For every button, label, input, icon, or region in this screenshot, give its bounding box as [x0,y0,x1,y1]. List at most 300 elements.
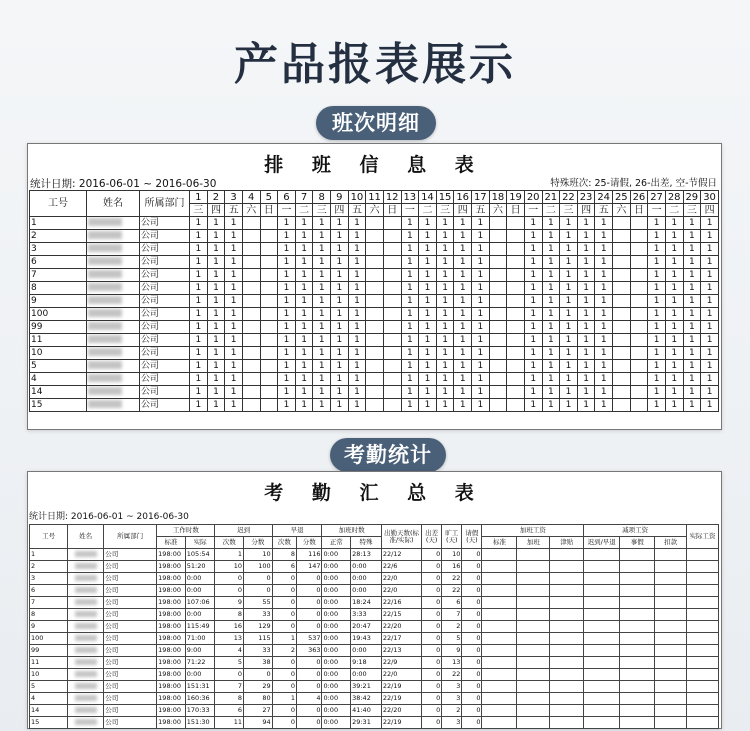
shift-cell: 1 [295,360,313,373]
overtime-normal: 0:00 [322,573,351,585]
empty-cell [550,549,584,561]
shift-cell: 1 [225,269,243,282]
table-row [30,681,719,693]
shift-cell: 1 [225,230,243,243]
empty-cell [550,597,584,609]
shift-cell: 1 [348,230,366,243]
work-actual: 51:20 [185,561,215,573]
employee-dept: 公司 [104,645,157,657]
empty-cell [655,681,687,693]
blurred-name [88,335,122,343]
late-count: 16 [215,621,244,633]
shift-cell [507,269,525,282]
shift-cell: 1 [683,321,701,334]
shift-cell: 1 [348,269,366,282]
weekday-header: 四 [331,204,349,217]
shift-cell: 1 [190,373,208,386]
work-std: 198:00 [157,549,186,561]
col-header-attend-days: 出勤天数(标准/实际) [381,525,421,549]
shift-cell: 1 [401,373,419,386]
shift-cell: 1 [331,360,349,373]
shift-cell: 1 [190,230,208,243]
employee-id: 7 [30,269,87,282]
shift-cell: 1 [701,347,719,360]
shift-cell: 1 [454,399,472,412]
employee-dept: 公司 [140,399,190,412]
employee-dept: 公司 [140,360,190,373]
shift-cell [366,282,384,295]
early-minutes: 0 [297,609,322,621]
shift-cell [630,269,648,282]
shift-date-range [30,176,216,191]
shift-cell [383,282,401,295]
trip-days: 0 [422,645,442,657]
employee-id: 100 [30,308,87,321]
shift-cell: 1 [595,243,613,256]
empty-cell [687,633,719,645]
early-count: 1 [272,633,296,645]
shift-cell: 1 [207,282,225,295]
late-minutes: 94 [244,717,273,729]
shift-cell: 1 [225,347,243,360]
day-header: 21 [542,191,560,204]
table-row [30,717,719,729]
weekday-header: 四 [207,204,225,217]
shift-cell: 1 [207,321,225,334]
absent-days: 16 [442,561,462,573]
blurred-name [88,257,122,265]
empty-cell [517,597,550,609]
empty-cell [517,681,550,693]
shift-cell: 1 [313,230,331,243]
shift-cell: 1 [331,295,349,308]
empty-cell [550,717,584,729]
employee-dept: 公司 [140,269,190,282]
weekday-header: 六 [613,204,631,217]
shift-cell: 1 [472,256,490,269]
attend-days: 22/20 [381,621,421,633]
empty-cell [620,669,655,681]
employee-dept: 公司 [104,621,157,633]
shift-cell: 1 [295,373,313,386]
shift-cell [383,230,401,243]
absent-days: 5 [442,633,462,645]
shift-cell: 1 [683,295,701,308]
col-header-work-time: 工作时数 [157,525,215,537]
shift-cell: 1 [595,295,613,308]
shift-cell: 1 [542,399,560,412]
shift-cell: 1 [560,360,578,373]
shift-cell: 1 [313,308,331,321]
employee-id: 1 [30,549,68,561]
shift-cell: 1 [348,217,366,230]
shift-cell [383,360,401,373]
day-header: 18 [489,191,507,204]
shift-cell: 1 [701,295,719,308]
shift-cell [383,295,401,308]
empty-cell [620,681,655,693]
weekday-header: 四 [454,204,472,217]
empty-cell [584,621,620,633]
shift-cell: 1 [278,295,296,308]
weekday-header: 日 [383,204,401,217]
day-header: 1 [190,191,208,204]
empty-cell [620,657,655,669]
day-header: 15 [436,191,454,204]
shift-cell: 1 [683,347,701,360]
table-row [30,217,719,230]
shift-cell: 1 [225,386,243,399]
empty-cell [482,621,517,633]
shift-cell: 1 [401,399,419,412]
day-header: 3 [225,191,243,204]
shift-cell [507,321,525,334]
absent-days: 10 [442,549,462,561]
blurred-name [75,587,97,593]
empty-cell [687,681,719,693]
shift-cell [260,386,278,399]
empty-cell [620,597,655,609]
shift-cell: 1 [577,269,595,282]
shift-cell [630,230,648,243]
shift-cell: 1 [419,243,437,256]
shift-cell [507,295,525,308]
shift-cell [366,399,384,412]
employee-dept: 公司 [104,561,157,573]
shift-cell [613,295,631,308]
shift-cell [489,347,507,360]
blurred-name [75,551,97,557]
weekday-header: 三 [313,204,331,217]
empty-cell [482,585,517,597]
weekday-header: 三 [190,204,208,217]
employee-id: 5 [30,360,87,373]
shift-cell: 1 [419,282,437,295]
empty-cell [655,573,687,585]
shift-cell [613,399,631,412]
empty-cell [655,609,687,621]
weekday-header: 二 [542,204,560,217]
shift-cell: 1 [295,295,313,308]
employee-dept: 公司 [104,669,157,681]
late-minutes: 33 [244,645,273,657]
employee-name-blurred [87,334,140,347]
empty-cell [482,549,517,561]
empty-cell [655,585,687,597]
empty-cell [517,717,550,729]
shift-cell: 1 [524,360,542,373]
shift-cell: 1 [472,230,490,243]
early-minutes: 0 [297,705,322,717]
shift-cell: 1 [648,230,666,243]
shift-cell: 1 [419,386,437,399]
shift-cell: 1 [331,399,349,412]
shift-cell: 1 [207,386,225,399]
table-row [30,373,719,386]
shift-cell: 1 [524,308,542,321]
table-row [30,399,719,412]
shift-cell: 1 [190,217,208,230]
shift-cell [366,230,384,243]
shift-cell: 1 [595,347,613,360]
trip-days: 0 [422,633,442,645]
shift-cell [383,386,401,399]
shift-cell: 1 [683,217,701,230]
overtime-special: 18:24 [351,597,382,609]
attendance-date-label: 统计日期: [29,512,69,522]
work-std: 198:00 [157,705,186,717]
day-header: 26 [630,191,648,204]
col-header-early: 早退 [272,525,322,537]
work-actual: 105:54 [185,549,215,561]
shift-cell: 1 [665,321,683,334]
empty-cell [620,705,655,717]
shift-cell: 1 [207,360,225,373]
sub-header-early-count: 次数 [272,537,296,549]
employee-id: 10 [30,347,87,360]
work-actual: 170:33 [185,705,215,717]
shift-cell: 1 [436,321,454,334]
sub-header-ot-pay-c: 津贴 [550,537,584,549]
shift-cell: 1 [454,256,472,269]
day-header: 20 [524,191,542,204]
shift-cell [242,360,260,373]
day-header: 11 [366,191,384,204]
overtime-special: 0:00 [351,645,382,657]
shift-cell: 1 [683,308,701,321]
col-header-dept: 所属部门 [140,191,190,217]
shift-cell [260,399,278,412]
shift-cell [507,399,525,412]
table-row [30,609,719,621]
employee-dept: 公司 [104,705,157,717]
shift-cell: 1 [401,295,419,308]
early-count: 0 [272,657,296,669]
shift-cell [630,399,648,412]
overtime-normal: 0:00 [322,561,351,573]
shift-cell: 1 [454,243,472,256]
shift-cell [242,295,260,308]
shift-cell: 1 [524,373,542,386]
shift-cell [613,308,631,321]
shift-cell: 1 [665,334,683,347]
shift-cell: 1 [278,373,296,386]
empty-cell [550,705,584,717]
shift-cell: 1 [454,295,472,308]
weekday-header: 三 [683,204,701,217]
col-header-overtime: 加班时数 [322,525,381,537]
overtime-normal: 0:00 [322,657,351,669]
shift-cell: 1 [436,386,454,399]
shift-cell [383,347,401,360]
employee-name-blurred [87,386,140,399]
sub-header-early-min: 分数 [297,537,322,549]
col-header-absent: 旷工(天) [442,525,462,549]
shift-cell: 1 [472,360,490,373]
shift-cell [242,217,260,230]
shift-cell: 1 [225,217,243,230]
shift-cell: 1 [683,256,701,269]
empty-cell [584,705,620,717]
shift-cell: 1 [278,282,296,295]
shift-cell: 1 [542,269,560,282]
attend-days: 22/15 [381,609,421,621]
shift-cell: 1 [648,217,666,230]
empty-cell [687,657,719,669]
shift-cell: 1 [524,295,542,308]
shift-cell [489,282,507,295]
empty-cell [687,669,719,681]
early-minutes: 0 [297,621,322,633]
shift-cell: 1 [524,334,542,347]
empty-cell [550,657,584,669]
shift-cell: 1 [701,360,719,373]
shift-cell [630,256,648,269]
empty-cell [517,609,550,621]
day-header: 14 [419,191,437,204]
blurred-name [75,695,97,701]
shift-cell: 1 [207,399,225,412]
shift-cell [366,334,384,347]
empty-cell [620,621,655,633]
overtime-normal: 0:00 [322,597,351,609]
employee-name-blurred [87,217,140,230]
shift-cell: 1 [648,282,666,295]
late-minutes: 129 [244,621,273,633]
shift-cell [489,360,507,373]
shift-cell: 1 [348,308,366,321]
employee-dept: 公司 [140,386,190,399]
shift-cell: 1 [701,217,719,230]
absent-days: 3 [442,693,462,705]
weekday-header: 日 [507,204,525,217]
employee-name-blurred [68,621,104,633]
shift-cell [630,347,648,360]
shift-cell: 1 [278,308,296,321]
shift-info-sheet [27,143,722,430]
shift-cell: 1 [524,321,542,334]
weekday-header: 五 [348,204,366,217]
empty-cell [655,633,687,645]
shift-cell: 1 [348,360,366,373]
shift-cell: 1 [295,230,313,243]
day-header: 16 [454,191,472,204]
shift-cell [489,295,507,308]
employee-dept: 公司 [140,334,190,347]
shift-cell: 1 [472,243,490,256]
shift-cell [630,334,648,347]
empty-cell [517,621,550,633]
shift-cell: 1 [577,334,595,347]
shift-cell [366,347,384,360]
empty-cell [687,609,719,621]
sub-header-work-actual: 实际 [185,537,215,549]
early-count: 6 [272,561,296,573]
employee-name-blurred [68,645,104,657]
overtime-normal: 0:00 [322,549,351,561]
shift-cell: 1 [472,373,490,386]
shift-cell [242,386,260,399]
day-header: 6 [278,191,296,204]
shift-cell [383,321,401,334]
employee-name-blurred [87,230,140,243]
shift-cell: 1 [665,295,683,308]
employee-name-blurred [87,360,140,373]
blurred-name [88,387,122,395]
empty-cell [620,633,655,645]
col-header-name: 姓名 [87,191,140,217]
shift-cell: 1 [207,256,225,269]
shift-cell [630,217,648,230]
late-minutes: 0 [244,585,273,597]
attendance-date-value: 2016-06-01 ~ 2016-06-30 [70,512,189,522]
table-row [30,386,719,399]
empty-cell [482,597,517,609]
empty-cell [620,561,655,573]
shift-cell [366,295,384,308]
shift-cell: 1 [190,308,208,321]
shift-cell: 1 [577,321,595,334]
weekday-header: 日 [630,204,648,217]
shift-cell: 1 [472,217,490,230]
empty-cell [687,597,719,609]
day-header: 13 [401,191,419,204]
shift-cell: 1 [348,282,366,295]
shift-cell: 1 [225,399,243,412]
empty-cell [482,561,517,573]
shift-cell: 1 [207,373,225,386]
day-header: 9 [331,191,349,204]
shift-cell: 1 [524,256,542,269]
attend-days: 22/0 [381,585,421,597]
absent-days: 22 [442,573,462,585]
overtime-special: 41:40 [351,705,382,717]
shift-cell: 1 [454,386,472,399]
shift-cell [366,321,384,334]
blurred-name [88,322,122,330]
employee-dept: 公司 [104,693,157,705]
shift-cell: 1 [701,321,719,334]
shift-cell: 1 [454,217,472,230]
work-actual: 71:22 [185,657,215,669]
shift-cell: 1 [419,321,437,334]
table-row [30,321,719,334]
col-header-name: 姓名 [68,525,104,549]
empty-cell [584,549,620,561]
trip-days: 0 [422,657,442,669]
trip-days: 0 [422,609,442,621]
shift-cell: 1 [419,334,437,347]
leave-days: 0 [462,609,482,621]
weekday-header: 五 [595,204,613,217]
shift-cell: 1 [313,334,331,347]
empty-cell [517,573,550,585]
trip-days: 0 [422,669,442,681]
absent-days: 2 [442,705,462,717]
employee-id: 5 [30,681,68,693]
shift-cell: 1 [648,347,666,360]
shift-cell: 1 [225,373,243,386]
employee-id: 2 [30,561,68,573]
shift-cell: 1 [560,243,578,256]
shift-cell: 1 [665,360,683,373]
shift-cell: 1 [401,217,419,230]
empty-cell [655,645,687,657]
empty-cell [655,669,687,681]
shift-cell: 1 [665,347,683,360]
shift-cell [613,282,631,295]
work-std: 198:00 [157,609,186,621]
